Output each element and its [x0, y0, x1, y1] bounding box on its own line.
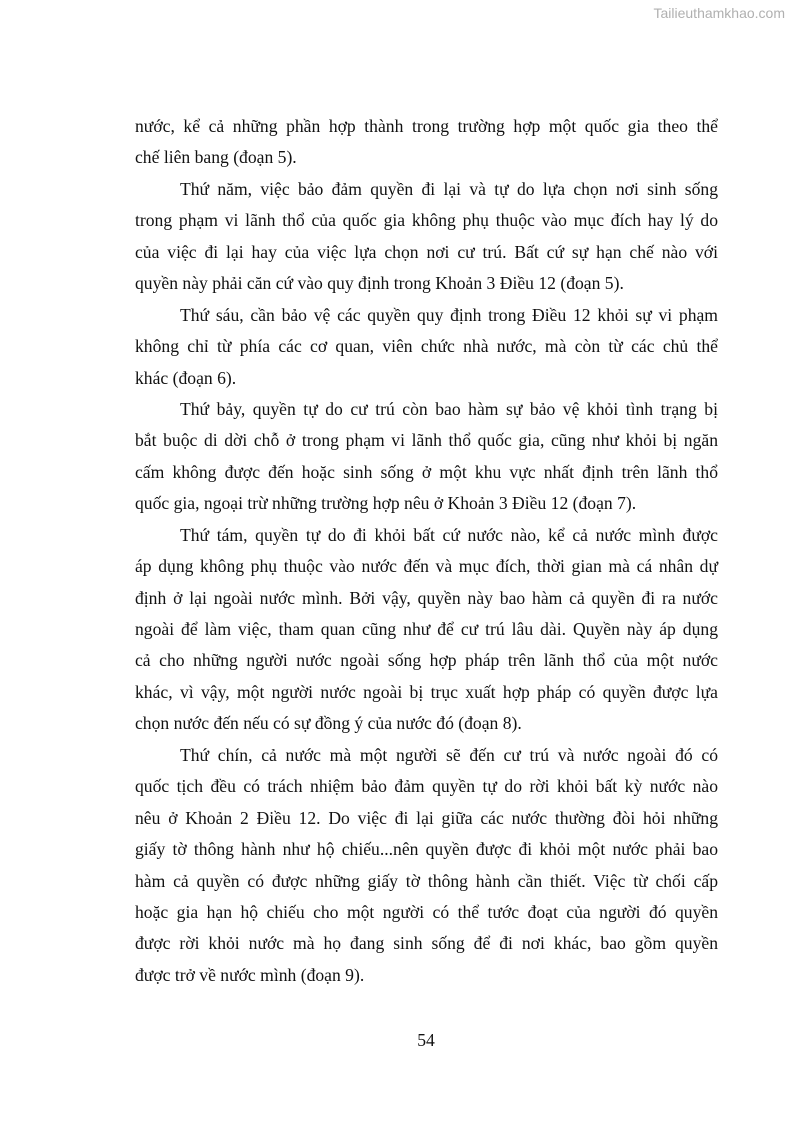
text-line: quyền này phải căn cứ vào quy định trong Khoản 3 Điều 12 (đoạn 5). [135, 273, 624, 294]
text-line: của việc đi lại hay của việc lựa chọn nơi cư trú. Bất cứ sự hạn chế nào với [135, 241, 718, 262]
text-line: Thứ bảy, quyền tự do cư trú còn bao hàm sự bảo vệ khỏi tình trạng bị [180, 398, 718, 419]
text-line: hàm cả quyền có được những giấy tờ thông hành cần thiết. Việc từ chối cấp [135, 870, 718, 891]
text-line: nước, kể cả những phần hợp thành trong trường hợp một quốc gia theo thể [135, 116, 718, 136]
paragraph [135, 301, 718, 395]
text-line: giấy tờ thông hành như hộ chiếu...nên quyền được đi khỏi một nước phải bao [135, 839, 718, 860]
text-line: cả cho những người nước ngoài sống hợp pháp trên lãnh thổ của một nước [135, 650, 718, 671]
text-line: trong phạm vi lãnh thổ của quốc gia không phụ thuộc vào mục đích hay lý do [135, 210, 718, 231]
text-line: Thứ sáu, cần bảo vệ các quyền quy định trong Điều 12 khỏi sự vi phạm [180, 304, 718, 325]
text-line: được rời khỏi nước mà họ đang sinh sống để đi nơi khác, bao gồm quyền [135, 933, 718, 954]
paragraph [135, 741, 718, 993]
text-line: hoặc gia hạn hộ chiếu cho một người có thể tước đoạt của người đó quyền [135, 901, 718, 922]
text-line: quốc gia, ngoại trừ những trường hợp nêu ở Khoản 3 Điều 12 (đoạn 7). [135, 493, 637, 514]
text-line: quốc tịch đều có trách nhiệm bảo đảm quyền tự do rời khỏi bất kỳ nước nào [135, 776, 718, 797]
paragraph [135, 112, 718, 175]
text-line: bắt buộc di dời chỗ ở trong phạm vi lãnh thổ quốc gia, cũng như khỏi bị ngăn [135, 430, 718, 451]
text-line: ngoài để làm việc, tham quan cũng như để cư trú lâu dài. Quyền này áp dụng [135, 619, 718, 639]
text-line: chọn nước đến nếu có sự đồng ý của nước đó (đoạn 8). [135, 713, 522, 734]
paragraph [135, 521, 718, 741]
text-line: Thứ năm, việc bảo đảm quyền đi lại và tự do lựa chọn nơi sinh sống [180, 178, 718, 199]
text-line: Thứ chín, cả nước mà một người sẽ đến cư trú và nước ngoài đó có [180, 744, 718, 765]
paragraph [135, 395, 718, 521]
text-line: áp dụng không phụ thuộc vào nước đến và mục đích, thời gian mà cá nhân dự [135, 556, 718, 577]
text-line: được trở về nước mình (đoạn 9). [135, 964, 365, 985]
text-line: khác, vì vậy, một người nước ngoài bị trục xuất hợp pháp có quyền được lựa [135, 681, 718, 702]
text-line: chế liên bang (đoạn 5). [135, 147, 297, 168]
page-number: 54 [417, 1030, 435, 1050]
text-line: cấm không được đến hoặc sinh sống ở một khu vực nhất định trên lãnh thổ [135, 461, 718, 482]
paragraph [135, 175, 718, 301]
document-body [135, 112, 718, 992]
text-line: định ở lại ngoài nước mình. Bởi vậy, quyền này bao hàm cả quyền đi ra nước [135, 587, 718, 608]
text-line: Thứ tám, quyền tự do đi khỏi bất cứ nước nào, kể cả nước mình được [180, 524, 718, 545]
watermark: Tailieuthamkhao.com [653, 5, 785, 21]
text-line: nêu ở Khoản 2 Điều 12. Do việc đi lại giữa các nước thường đòi hỏi những [135, 807, 718, 828]
text-line: khác (đoạn 6). [135, 367, 237, 388]
text-line: không chỉ từ phía các cơ quan, viên chức nhà nước, mà còn từ các chủ thể [135, 336, 718, 357]
